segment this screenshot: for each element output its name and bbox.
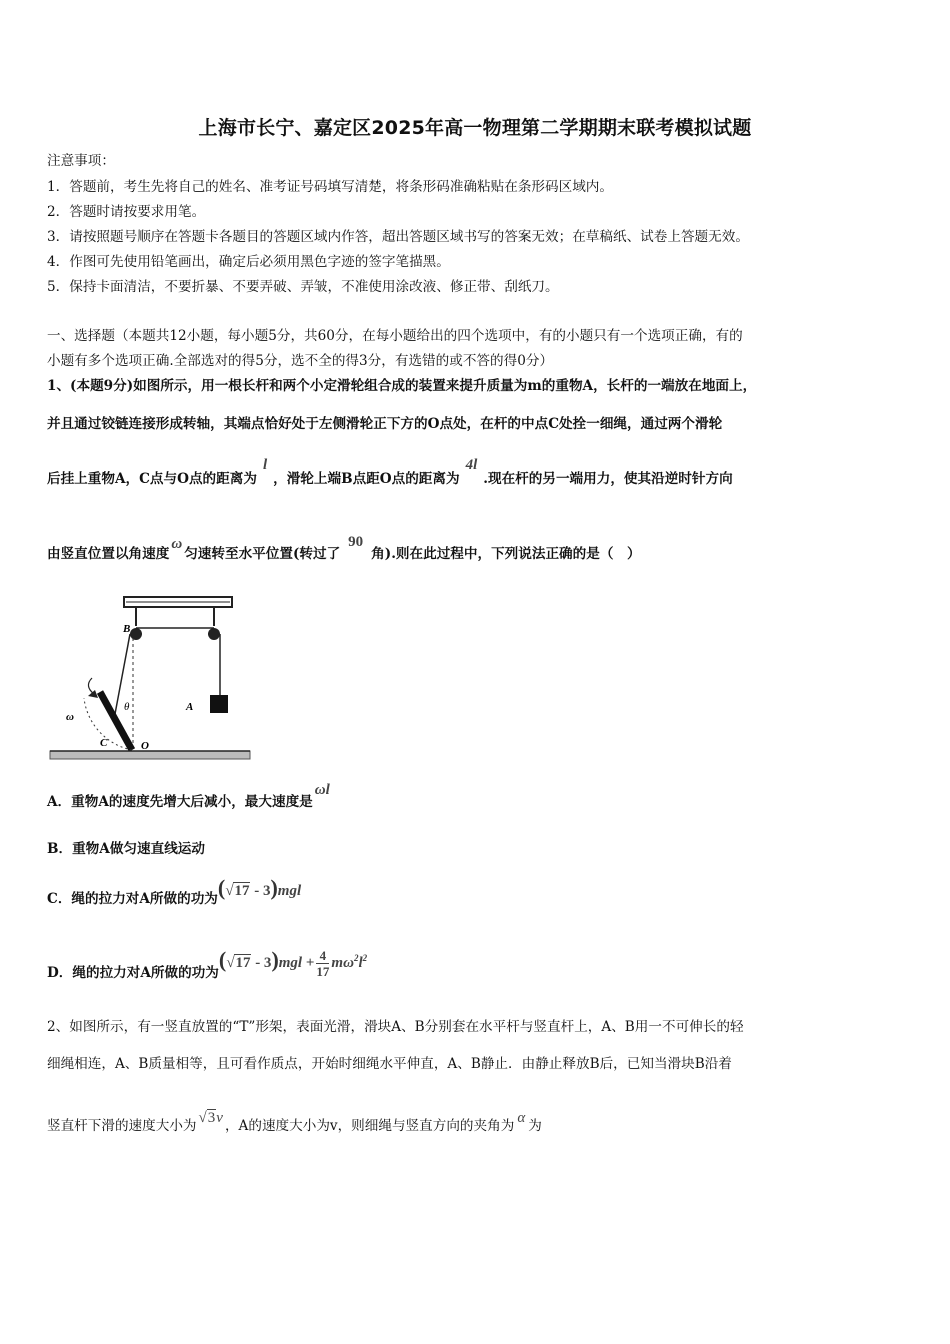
- notice-item: 4．作图可先使用铅笔画出，确定后必须用黑色字迹的签字笔描黑。: [47, 254, 450, 270]
- label-c: C: [100, 737, 108, 749]
- label-o: O: [141, 740, 149, 752]
- page-title: 上海市长宁、嘉定区2025年高一物理第二学期期末联考模拟试题: [198, 117, 752, 139]
- option-a[interactable]: A．重物A的速度先增大后减小，最大速度是ωl: [47, 782, 330, 810]
- q1-line: 并且通过铰链连接形成转轴，其端点恰好处于左侧滑轮正下方的O点处，在杆的中点C处拴一细绳，通过两个滑轮: [47, 416, 723, 432]
- work-formula-d: (√17 - 3)mgl + $\frac{4}{17}$ $m\omega^2l^2$: [218, 946, 368, 979]
- section-instructions-cont: 小题有多个选项正确.全部选对的得5分，选不全的得3分，有选错的或不答的得0分）: [47, 353, 554, 369]
- q1-line: 1、(本题9分)如图所示，用一根长杆和两个小定滑轮组合成的装置来提升质量为m的重物A，长杆的一端放在地面上，: [47, 378, 757, 394]
- math-sqrt3v: √3v: [198, 1110, 223, 1126]
- pulley-figure: [44, 590, 254, 772]
- option-b[interactable]: B．重物A做匀速直线运动: [47, 841, 205, 857]
- math-omega-l: ωl: [314, 782, 330, 798]
- notice-item: 5．保持卡面清洁，不要折暴、不要弄破、弄皱，不准使用涂改液、修正带、刮纸刀。: [47, 279, 559, 295]
- label-theta: θ: [124, 701, 130, 713]
- pulley-right-icon: [208, 628, 220, 640]
- q1-line: 由竖直位置以角速度ω匀速转至水平位置(转过了90角).则在此过程中，下列说法正确的是（ ）: [47, 534, 641, 562]
- q2-line: 细绳相连，A、B质量相等，且可看作质点，开始时细绳水平伸直，A、B静止．由静止释放B后，已知当滑块B沿着: [47, 1056, 732, 1072]
- q2-line: 竖直杆下滑的速度大小为 √3v ，A的速度大小为v，则细绳与竖直方向的夹角为 α 为: [47, 1110, 542, 1134]
- option-c[interactable]: C．绳的拉力对A所做的功为(√17 - 3)mgl: [47, 875, 302, 907]
- math-90: 90: [348, 534, 364, 550]
- arrowhead-icon: [88, 690, 98, 698]
- q1-line: 后挂上重物A，C点与O点的距离为l，滑轮上端B点距O点的距离为4l.现在杆的另一端用力，使其沿逆时针方向: [47, 457, 733, 487]
- weight-a: [210, 695, 228, 713]
- section-instructions: 一、选择题（本题共12小题，每小题5分，共60分，在每小题给出的四个选项中，有的小题只有一个选项正确，有的: [47, 328, 743, 344]
- label-omega: ω: [66, 711, 74, 723]
- option-d[interactable]: D．绳的拉力对A所做的功为(√17 - 3)mgl + $\frac{4}{17}$ $m\omega^2l^2$: [47, 946, 368, 981]
- label-a: A: [186, 701, 194, 713]
- work-formula-c: (√17 - 3)mgl: [217, 875, 302, 900]
- notice-heading: 注意事项：: [47, 153, 115, 169]
- label-b: B: [123, 623, 131, 635]
- math-omega: ω: [171, 536, 183, 552]
- notice-item: 2．答题时请按要求用笔。: [47, 204, 206, 220]
- math-4l: 4l: [465, 457, 478, 473]
- ground: [50, 751, 250, 759]
- q2-line: 2、如图所示，有一竖直放置的“T”形架，表面光滑，滑块A、B分别套在水平杆与竖直杆上，A、B用一不可伸长的轻: [47, 1019, 744, 1035]
- math-alpha: α: [517, 1110, 526, 1126]
- math-l: l: [262, 457, 268, 473]
- notice-item: 1．答题前，考生先将自己的姓名、准考证号码填写清楚，将条形码准确粘贴在条形码区域内。: [47, 179, 613, 195]
- pulley-left-icon: [130, 628, 142, 640]
- notice-item: 3．请按照题号顺序在答题卡各题目的答题区域内作答，超出答题区域书写的答案无效；在草稿纸、试卷上答题无效。: [47, 229, 749, 245]
